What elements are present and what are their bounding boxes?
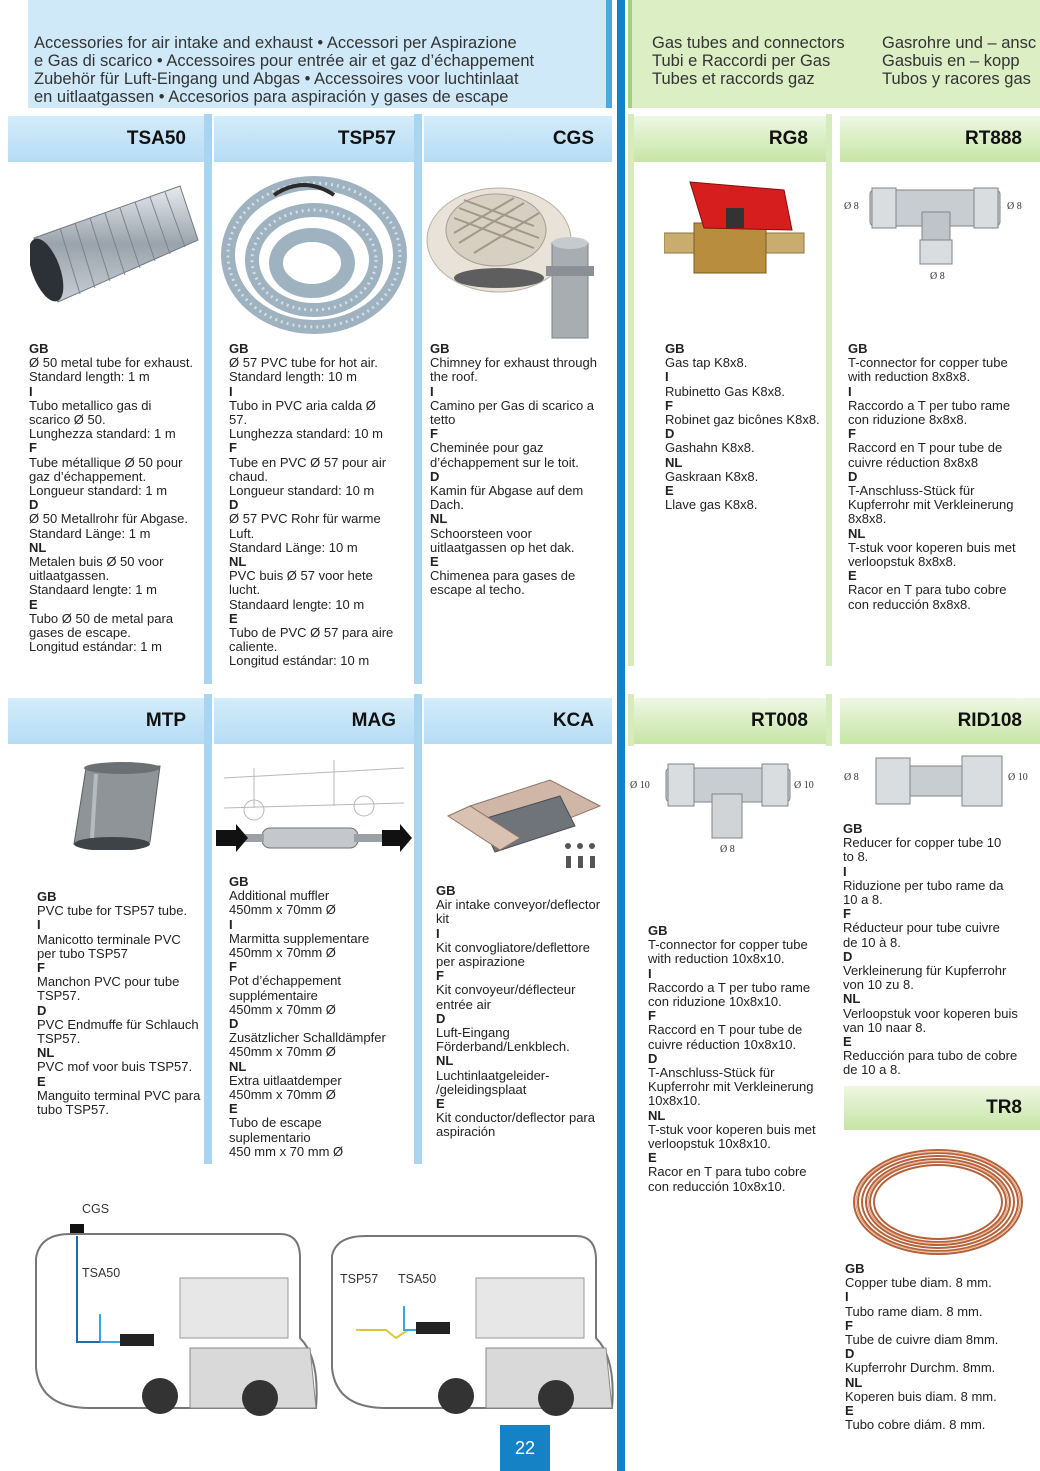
description-line: de 10 à 8. [843, 934, 901, 950]
language-code: GB [229, 341, 249, 356]
description-line: Riduzione per tubo rame da [843, 877, 1004, 893]
description-line: PVC tube for TSP57 tube. [37, 903, 188, 919]
section-title-line: en uitlaatgassen • Accesorios para aspiración y gases de escape [34, 88, 509, 106]
product-description-kca [436, 884, 616, 1140]
language-code: I [229, 383, 233, 399]
description-line: Extra uitlaatdemper [229, 1072, 342, 1088]
description-line: per tubo TSP57 [37, 945, 128, 961]
description-line: Reducer for copper tube 10 [843, 835, 1002, 851]
description-line: Longueur standard: 10 m [229, 483, 375, 499]
description-line: Luft-Eingang [436, 1025, 510, 1041]
column-divider [414, 694, 422, 1164]
description-line: Tubo in PVC aria calda Ø [229, 397, 376, 413]
description-line: Luchtinlaatgeleider- [436, 1067, 550, 1083]
description-line: Gaskraan K8x8. [665, 468, 759, 484]
description-line: Manguito terminal PVC para [37, 1087, 201, 1103]
description-line: Pot d’échappement [229, 973, 342, 989]
description-line: verloopstuk 8x8x8. [848, 554, 957, 570]
description-line: 10 a 8. [843, 892, 883, 908]
language-code: F [37, 960, 45, 976]
product-description-rt888 [848, 342, 1038, 612]
product-header-mtp [8, 698, 204, 744]
description-line: scarico Ø 50. [29, 412, 106, 428]
language-code: NL [430, 511, 448, 527]
description-line: con reducción 10x8x10. [648, 1178, 786, 1194]
language-code: F [843, 906, 851, 922]
description-line: Standaard lengte: 10 m [229, 596, 365, 612]
product-code: KCA [552, 710, 594, 731]
description-line: uitlaatgassen op het dak. [430, 539, 575, 555]
description-line: /geleidingsplaat [436, 1081, 527, 1097]
description-line: Kit convoyeur/déflecteur [436, 982, 576, 998]
mag-muffler-image [214, 748, 414, 860]
product-code: RT888 [964, 128, 1022, 149]
motorhome-diagram-air [326, 1226, 616, 1416]
language-code: F [436, 968, 444, 984]
description-line: Ø 57 PVC Rohr für warme [229, 511, 381, 527]
product-header-rid108 [840, 698, 1040, 744]
product-description-rid108 [843, 822, 1038, 1078]
rt008-label: Ø 10 [630, 780, 650, 791]
description-line: von 10 zu 8. [843, 977, 914, 993]
column-divider [628, 114, 634, 666]
description-line: Raccordo a T per tubo rame [648, 979, 811, 995]
language-code: GB [845, 1261, 865, 1276]
description-line: 10x8x10. [648, 1093, 701, 1109]
description-line: Tubo de PVC Ø 57 para aire [229, 625, 394, 641]
language-code: I [430, 383, 434, 399]
section-header-gas [628, 0, 1040, 108]
language-code: GB [37, 889, 57, 904]
language-code: NL [648, 1107, 666, 1123]
product-description-cgs [430, 342, 615, 598]
language-code: D [436, 1010, 446, 1026]
description-line: aspiración [436, 1124, 496, 1140]
language-code: F [29, 440, 37, 456]
product-code: MTP [145, 710, 186, 731]
description-line: tetto [430, 412, 456, 428]
product-code: RG8 [768, 128, 808, 149]
description-line: Tubo Ø 50 de metal para [29, 610, 174, 626]
diagram-label-tsa50: TSA50 [82, 1266, 121, 1280]
section-title-line: e Gas di scarico • Accessoires pour entrée air et gaz d’échappement [34, 52, 535, 70]
cgs-roof-chimney-image [424, 178, 614, 343]
column-divider [414, 114, 422, 684]
description-line: Verkleinerung für Kupferrohr [843, 963, 1007, 979]
gas-title-line: Tubes et raccords gaz [652, 70, 815, 88]
product-header-rg8 [634, 116, 826, 162]
description-line: Cheminée pour gaz [430, 440, 544, 456]
rt008-t-connector-image [628, 760, 824, 860]
diagram-label-cgs: CGS [82, 1202, 110, 1216]
language-code: I [843, 863, 847, 879]
description-line: Kamin für Abgase auf dem [430, 483, 584, 499]
description-line: Tubo de escape [229, 1115, 322, 1131]
rt888-label: Ø 8 [844, 201, 859, 212]
language-code: GB [848, 341, 868, 356]
language-code: GB [665, 341, 685, 356]
section-header-accessories [28, 0, 612, 108]
language-code: F [229, 440, 237, 456]
language-code: D [648, 1050, 658, 1066]
description-line: 450mm x 70mm Ø [229, 1087, 336, 1103]
language-code: I [37, 917, 41, 933]
product-description-rt008 [648, 924, 826, 1194]
description-line: gaz d’échappement. [29, 468, 147, 484]
description-line: Standard Länge: 1 m [29, 525, 151, 541]
rg8-gas-tap-image [664, 178, 806, 283]
description-line: Kit conductor/deflector para [436, 1110, 595, 1126]
description-line: Llave gas K8x8. [665, 497, 758, 513]
description-line: con riduzione 8x8x8. [848, 412, 968, 428]
description-line: caliente. [229, 639, 278, 655]
description-line: 450mm x 70mm Ø [229, 1001, 336, 1017]
description-line: kit [436, 911, 449, 927]
language-code: E [843, 1034, 852, 1050]
product-code: MAG [351, 710, 396, 731]
description-line: supplémentaire [229, 987, 318, 1003]
language-code: D [229, 497, 239, 513]
language-code: F [229, 959, 237, 975]
product-description-rg8 [665, 342, 825, 512]
description-line: Standard Länge: 10 m [229, 539, 358, 555]
gas-title-line: Gas tubes and connectors [652, 34, 845, 52]
description-line: con reducción 8x8x8. [848, 596, 971, 612]
tsa50-metal-tube-image [30, 180, 200, 305]
language-code: E [430, 554, 439, 570]
description-line: cuivre réduction 10x8x10. [648, 1036, 797, 1052]
language-code: I [848, 383, 852, 399]
description-line: Ø 50 Metallrohr für Abgase. [29, 511, 188, 527]
description-line: Réducteur pour tube cuivre [843, 920, 1000, 936]
column-divider [617, 0, 625, 1471]
product-description-mag [229, 875, 414, 1159]
gas-title-line: Gasrohre und – ansc [882, 34, 1037, 52]
language-code: I [436, 925, 440, 941]
tr8-copper-coil-image [848, 1140, 1028, 1262]
product-code: RT008 [750, 710, 808, 731]
description-line: verloopstuk 10x8x10. [648, 1136, 771, 1152]
description-line: entrée air [436, 996, 491, 1012]
language-code: E [229, 610, 238, 626]
column-divider [204, 694, 212, 1164]
rt008-label: Ø 10 [794, 780, 814, 791]
description-line: Zusätzlicher Schalldämpfer [229, 1030, 386, 1046]
language-code: NL [37, 1045, 55, 1061]
description-line: Kupferrohr mit Verkleinerung [848, 497, 1014, 513]
description-line: Tubo metallico gas di [29, 397, 152, 413]
description-line: Standard length: 10 m [229, 369, 357, 385]
language-code: GB [436, 883, 456, 898]
description-line: Rubinetto Gas K8x8. [665, 383, 785, 399]
language-code: D [845, 1346, 855, 1362]
gas-title-line: Tubi e Raccordi per Gas [652, 52, 831, 70]
description-line: to 8. [843, 849, 869, 865]
description-line: Standaard lengte: 1 m [29, 582, 157, 598]
tsp57-pvc-hose-image [214, 165, 414, 340]
rt888-t-connector-image [842, 182, 1032, 282]
description-line: escape al techo. [430, 582, 525, 598]
language-code: F [648, 1008, 656, 1024]
language-code: I [29, 383, 33, 399]
description-line: Tubo rame diam. 8 mm. [845, 1303, 983, 1319]
description-line: TSP57. [37, 1031, 81, 1047]
description-line: Longitud estándar: 10 m [229, 653, 370, 669]
description-line: van 10 naar 8. [843, 1019, 927, 1035]
language-code: NL [848, 525, 866, 541]
rid108-label: Ø 10 [1008, 772, 1028, 783]
language-code: E [648, 1150, 657, 1166]
description-line: 450mm x 70mm Ø [229, 945, 336, 961]
description-line: Racor en T para tubo cobre [848, 582, 1007, 598]
description-line: Förderband/Lenkblech. [436, 1039, 570, 1055]
description-line: T-Anschluss-Stück für [848, 483, 975, 499]
language-code: GB [843, 821, 863, 836]
description-line: Ø 57 PVC tube for hot air. [229, 355, 378, 371]
language-code: NL [229, 1058, 247, 1074]
description-line: Standard length: 1 m [29, 369, 150, 385]
language-code: GB [229, 874, 249, 889]
language-code: I [229, 916, 233, 932]
language-code: NL [665, 454, 683, 470]
language-code: D [229, 1016, 239, 1032]
description-line: Raccord en T pour tube de [848, 440, 1003, 456]
description-line: Longitud estándar: 1 m [29, 639, 162, 655]
language-code: D [430, 468, 440, 484]
description-line: chaud. [229, 468, 269, 484]
description-line: 450mm x 70mm Ø [229, 1044, 336, 1060]
section-title-line: Accessories for air intake and exhaust • Accessori per Aspirazione [34, 34, 517, 52]
description-line: Gas tap K8x8. [665, 355, 748, 371]
description-line: lucht. [229, 582, 261, 598]
description-line: PVC Endmuffe für Schlauch [37, 1016, 199, 1032]
language-code: NL [843, 991, 861, 1007]
description-line: PVC mof voor buis TSP57. [37, 1059, 193, 1075]
language-code: D [848, 468, 858, 484]
description-line: PVC buis Ø 57 voor hete [229, 568, 373, 584]
column-divider [826, 114, 832, 666]
mtp-pvc-sleeve-image [68, 760, 168, 850]
description-line: TSP57. [37, 988, 81, 1004]
product-header-rt888 [840, 116, 1040, 162]
description-line: Verloopstuk voor koperen buis [843, 1005, 1018, 1021]
description-line: per aspirazione [436, 954, 525, 970]
product-header-cgs [424, 116, 612, 162]
description-line: Longueur standard: 1 m [29, 483, 168, 499]
language-code: F [845, 1317, 853, 1333]
language-code: D [29, 497, 39, 513]
description-line: Air intake conveyor/deflector [436, 897, 601, 913]
rt008-label: Ø 8 [720, 844, 735, 855]
language-code: GB [648, 923, 668, 938]
description-line: gases de escape. [29, 625, 131, 641]
description-line: uitlaatgassen. [29, 568, 110, 584]
motorhome-diagram-exhaust [30, 1218, 320, 1416]
language-code: E [229, 1101, 238, 1117]
product-header-tsp57 [214, 116, 414, 162]
description-line: Ø 50 metal tube for exhaust. [29, 355, 194, 371]
description-line: Reducción para tubo de cobre [843, 1048, 1018, 1064]
gas-title-line: Tubos y racores gas [882, 70, 1031, 88]
description-line: Additional muffler [229, 888, 330, 904]
rt888-label: Ø 8 [930, 271, 945, 282]
description-line: T-stuk voor koperen buis met [648, 1121, 816, 1137]
language-code: I [665, 369, 669, 385]
product-code: TR8 [986, 1097, 1022, 1118]
language-code: E [37, 1073, 46, 1089]
language-code: E [436, 1096, 445, 1112]
description-line: Copper tube diam. 8 mm. [845, 1275, 992, 1291]
description-line: Marmitta supplementare [229, 930, 370, 946]
description-line: Tube métallique Ø 50 pour [29, 454, 183, 470]
language-code: NL [229, 554, 247, 570]
language-code: GB [430, 341, 450, 356]
diagram-label-tsa50: TSA50 [398, 1272, 437, 1286]
diagram-label-tsp57: TSP57 [340, 1272, 379, 1286]
description-line: Manchon PVC pour tube [37, 974, 180, 990]
product-code: TSP57 [337, 128, 396, 149]
description-line: Schoorsteen voor [430, 525, 532, 541]
description-line: Kupferrohr mit Verkleinerung [648, 1079, 814, 1095]
page-number: 22 [500, 1425, 550, 1471]
rt888-label: Ø 8 [1007, 201, 1022, 212]
product-description-tr8 [845, 1262, 1040, 1432]
description-line: Metalen buis Ø 50 voor [29, 554, 164, 570]
description-line: Tube de cuivre diam 8mm. [845, 1332, 999, 1348]
description-line: 450 mm x 70 mm Ø [229, 1143, 344, 1159]
description-line: with reduction 8x8x8. [848, 369, 971, 385]
description-line: Robinet gaz bicônes K8x8. [665, 412, 820, 428]
rid108-reducer-image [842, 752, 1038, 822]
language-code: NL [436, 1053, 454, 1069]
description-line: Gashahn K8x8. [665, 440, 755, 456]
product-description-tsp57 [229, 342, 414, 669]
description-line: Raccordo a T per tubo rame [848, 397, 1011, 413]
description-line: 8x8x8. [848, 511, 887, 527]
description-line: con riduzione 10x8x10. [648, 994, 782, 1010]
language-code: E [845, 1403, 854, 1419]
description-line: Koperen buis diam. 8 mm. [845, 1388, 997, 1404]
language-code: E [29, 596, 38, 612]
column-divider [826, 694, 832, 746]
description-line: cuivre réduction 8x8x8 [848, 454, 979, 470]
language-code: NL [29, 539, 47, 555]
product-header-mag [214, 698, 414, 744]
section-title-line: Zubehör für Luft-Eingang und Abgas • Accessoires voor luchtinlaat [34, 70, 519, 88]
product-description-tsa50 [29, 342, 204, 654]
description-line: Kupferrohr Durchm. 8mm. [845, 1360, 996, 1376]
description-line: Tubo cobre diám. 8 mm. [845, 1417, 986, 1433]
description-line: T-connector for copper tube [848, 355, 1008, 371]
product-header-tr8 [844, 1086, 1040, 1130]
product-header-rt008 [634, 698, 826, 744]
gas-title-line: Gasbuis en – kopp [882, 52, 1020, 70]
language-code: D [665, 426, 675, 442]
product-description-mtp [37, 890, 205, 1117]
description-line: Dach. [430, 497, 464, 513]
description-line: Chimenea para gases de [430, 568, 576, 584]
kca-deflector-kit-image [440, 760, 610, 880]
description-line: Lunghezza standard: 1 m [29, 426, 176, 442]
product-header-kca [424, 698, 612, 744]
description-line: Lunghezza standard: 10 m [229, 426, 383, 442]
language-code: NL [845, 1374, 863, 1390]
language-code: I [845, 1289, 849, 1305]
description-line: Kit convogliatore/deflettore [436, 939, 590, 955]
product-header-tsa50 [8, 116, 204, 162]
description-line: T-stuk voor koperen buis met [848, 539, 1016, 555]
description-line: de 10 a 8. [843, 1062, 901, 1078]
language-code: D [843, 948, 853, 964]
description-line: d’échappement sur le toit. [430, 454, 579, 470]
description-line: Luft. [229, 525, 255, 541]
description-line: 57. [229, 412, 248, 428]
description-line: 450mm x 70mm Ø [229, 902, 336, 918]
product-code: RID108 [957, 710, 1022, 731]
description-line: Chimney for exhaust through [430, 355, 597, 371]
rid108-label: Ø 8 [844, 772, 859, 783]
language-code: F [665, 397, 673, 413]
description-line: Camino per Gas di scarico a [430, 397, 595, 413]
language-code: E [665, 483, 674, 499]
language-code: E [848, 568, 857, 584]
description-line: tubo TSP57. [37, 1102, 110, 1118]
product-code: TSA50 [126, 128, 186, 149]
description-line: T-connector for copper tube [648, 937, 808, 953]
language-code: F [848, 426, 856, 442]
language-code: D [37, 1002, 47, 1018]
description-line: suplementario [229, 1129, 311, 1145]
description-line: Racor en T para tubo cobre [648, 1164, 807, 1180]
column-divider [204, 114, 212, 684]
language-code: F [430, 426, 438, 442]
description-line: T-Anschluss-Stück für [648, 1065, 775, 1081]
description-line: Tube en PVC Ø 57 pour air [229, 454, 387, 470]
language-code: I [648, 965, 652, 981]
description-line: Raccord en T pour tube de [648, 1022, 803, 1038]
description-line: Manicotto terminale PVC [37, 931, 181, 947]
language-code: GB [29, 341, 49, 356]
description-line: with reduction 10x8x10. [648, 951, 785, 967]
description-line: the roof. [430, 369, 478, 385]
product-code: CGS [552, 128, 594, 149]
